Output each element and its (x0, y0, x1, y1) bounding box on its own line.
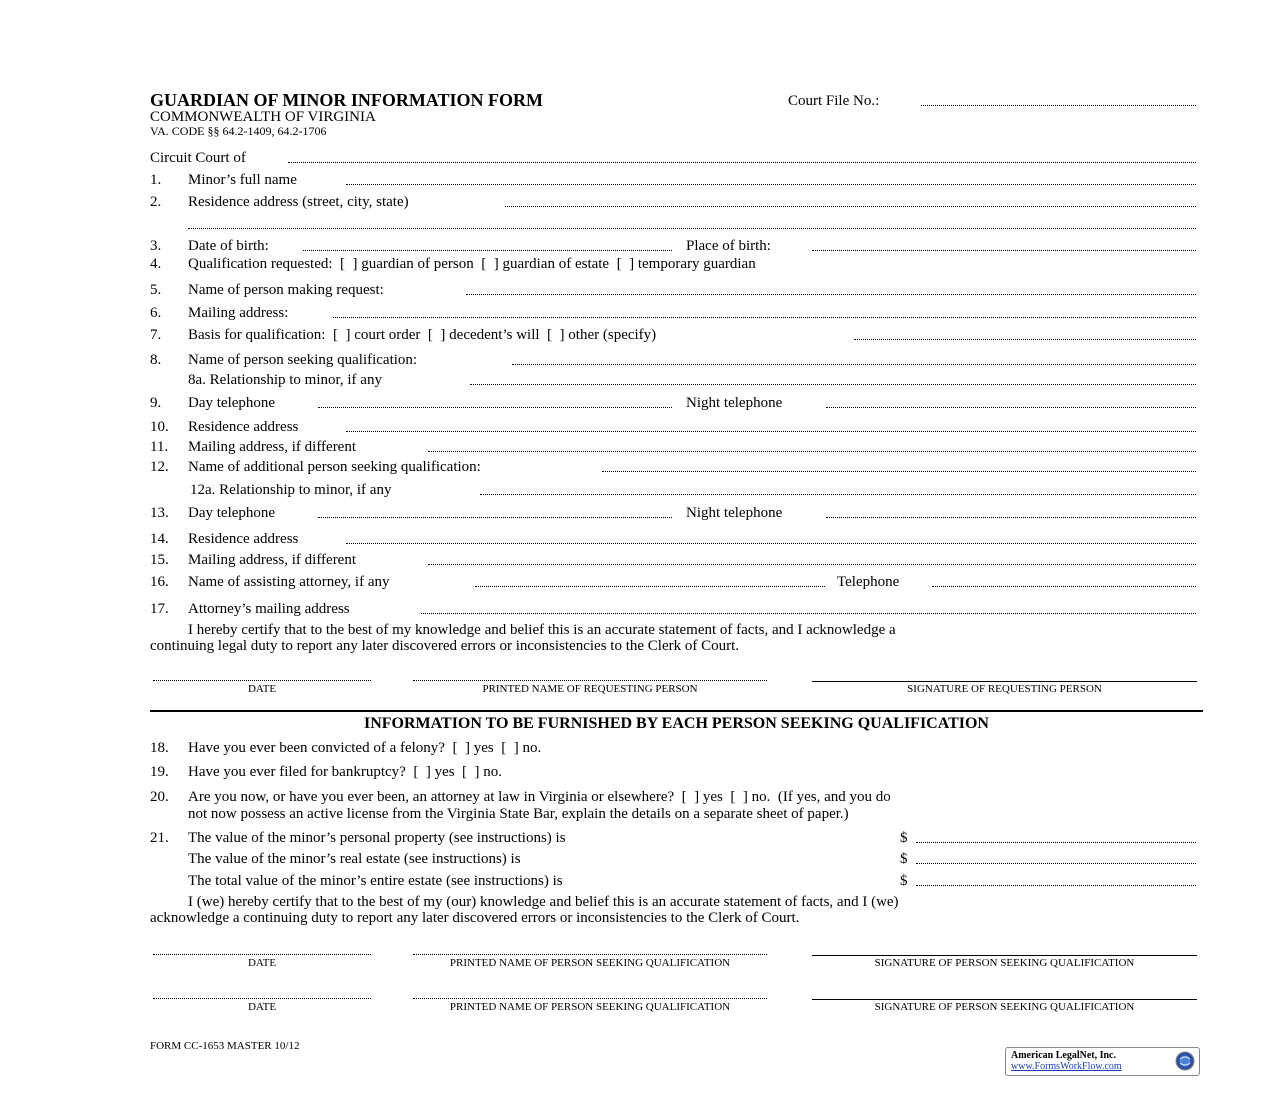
requester-name-field[interactable] (466, 294, 1196, 295)
mailing-address-field[interactable] (428, 564, 1196, 565)
section-divider (150, 710, 1203, 712)
court-file-label: Court File No.: (788, 93, 880, 109)
requester-name-label: Name of person making request: (188, 282, 384, 298)
date-field[interactable] (153, 998, 371, 999)
form-subtitle: COMMONWEALTH OF VIRGINIA (150, 109, 376, 125)
date-field[interactable] (153, 680, 371, 681)
attorney-telephone-field[interactable] (932, 586, 1196, 587)
item-number: 18. (150, 740, 169, 756)
printed-name-field[interactable] (413, 680, 767, 681)
qualification-requested[interactable]: Qualification requested: [ ] guardian of person [ ] guardian of estate [ ] temporary guardian (188, 256, 756, 272)
attorney-telephone-label: Telephone (837, 574, 900, 590)
total-estate-label: The total value of the minor’s entire estate (see instructions) is (188, 873, 563, 889)
printed-name-caption: PRINTED NAME OF PERSON SEEKING QUALIFICATION (449, 1001, 731, 1013)
relationship-field[interactable] (470, 384, 1196, 385)
item-number: 8. (150, 352, 162, 368)
felony-question[interactable]: Have you ever been convicted of a felony? [ ] yes [ ] no. (188, 740, 542, 756)
minor-name-label: Minor’s full name (188, 172, 297, 188)
date-of-birth-field[interactable] (303, 250, 672, 251)
additional-seeker-label: Name of additional person seeking qualification: (188, 459, 481, 475)
item-number: 15. (150, 552, 169, 568)
item-number: 11. (150, 439, 169, 455)
total-estate-field[interactable] (916, 885, 1196, 886)
residence-address-label: Residence address (188, 531, 299, 547)
day-telephone-field[interactable] (318, 407, 672, 408)
attorney-question[interactable]: Are you now, or have you ever been, an attorney at law in Virginia or elsewhere? [ ] yes [ ] no. (If yes, and you do (188, 789, 891, 805)
printed-name-caption: PRINTED NAME OF PERSON SEEKING QUALIFICATION (449, 957, 731, 969)
form-code: VA. CODE §§ 64.2-1409, 64.2-1706 (150, 124, 327, 138)
attorney-name-label: Name of assisting attorney, if any (188, 574, 390, 590)
mailing-address-label: Mailing address, if different (188, 552, 357, 568)
day-telephone-label: Day telephone (188, 505, 276, 521)
personal-property-field[interactable] (916, 842, 1196, 843)
minor-name-field[interactable] (346, 184, 1196, 185)
real-estate-label: The value of the minor’s real estate (see instructions) is (188, 851, 521, 867)
item-number: 14. (150, 531, 169, 547)
dollar-sign: $ (900, 851, 908, 867)
item-number: 12. (150, 459, 169, 475)
item-number: 2. (150, 194, 162, 210)
signature-line[interactable] (812, 999, 1197, 1000)
residence-address-field[interactable] (346, 431, 1196, 432)
certification-text: I (we) hereby certify that to the best of my (our) knowledge and belief this is an accurate statement of facts, and I (we) (188, 894, 899, 910)
relationship-label: 8a. Relationship to minor, if any (188, 372, 382, 388)
seeker-name-field[interactable] (512, 364, 1196, 365)
item-number: 10. (150, 419, 169, 435)
signature-line[interactable] (812, 955, 1197, 956)
bankruptcy-question[interactable]: Have you ever filed for bankruptcy? [ ] yes [ ] no. (188, 764, 503, 780)
printed-name-caption: PRINTED NAME OF REQUESTING PERSON (482, 683, 698, 695)
signature-caption: SIGNATURE OF PERSON SEEKING QUALIFICATION (874, 1001, 1135, 1013)
dollar-sign: $ (900, 873, 908, 889)
item-number: 9. (150, 395, 162, 411)
night-telephone-label: Night telephone (686, 395, 783, 411)
attorney-address-field[interactable] (421, 613, 1196, 614)
attorney-address-label: Attorney’s mailing address (188, 601, 350, 617)
item-number: 5. (150, 282, 162, 298)
night-telephone-label: Night telephone (686, 505, 783, 521)
circuit-court-label: Circuit Court of (150, 150, 246, 166)
additional-seeker-field[interactable] (602, 471, 1196, 472)
item-number: 6. (150, 305, 162, 321)
residence-address-field-2[interactable] (188, 228, 1196, 229)
section-heading: INFORMATION TO BE FURNISHED BY EACH PERSON SEEKING QUALIFICATION (364, 715, 989, 732)
residence-address-label: Residence address (street, city, state) (188, 194, 409, 210)
day-telephone-field[interactable] (318, 517, 672, 518)
item-number: 7. (150, 327, 162, 343)
item-number: 19. (150, 764, 169, 780)
brand-name: American LegalNet, Inc. (1011, 1050, 1116, 1061)
item-number: 21. (150, 830, 169, 846)
date-of-birth-label: Date of birth: (188, 238, 269, 254)
relationship-field[interactable] (480, 494, 1196, 495)
brand-url-link[interactable]: www.FormsWorkFlow.com (1011, 1061, 1122, 1072)
other-specify-field[interactable] (854, 339, 1196, 340)
printed-name-field[interactable] (413, 998, 767, 999)
day-telephone-label: Day telephone (188, 395, 276, 411)
signature-caption: SIGNATURE OF PERSON SEEKING QUALIFICATION (874, 957, 1135, 969)
item-number: 4. (150, 256, 162, 272)
item-number: 17. (150, 601, 169, 617)
item-number: 3. (150, 238, 162, 254)
personal-property-label: The value of the minor’s personal property (see instructions) is (188, 830, 566, 846)
date-field[interactable] (153, 954, 371, 955)
relationship-label: 12a. Relationship to minor, if any (190, 482, 392, 498)
residence-address-field[interactable] (505, 206, 1196, 207)
place-of-birth-field[interactable] (812, 250, 1196, 251)
attorney-name-field[interactable] (475, 586, 825, 587)
mailing-address-label: Mailing address, if different (188, 439, 357, 455)
item-number: 13. (150, 505, 169, 521)
item-number: 20. (150, 789, 169, 805)
item-number: 16. (150, 574, 169, 590)
certification-text: acknowledge a continuing duty to report any later discovered errors or inconsistencies to the Clerk of Court. (150, 910, 800, 926)
night-telephone-field[interactable] (826, 517, 1196, 518)
court-file-field[interactable] (921, 105, 1196, 106)
mailing-address-field[interactable] (428, 451, 1196, 452)
basis-for-qualification[interactable]: Basis for qualification: [ ] court order [ ] decedent’s will [ ] other (specify) (188, 327, 657, 343)
real-estate-field[interactable] (916, 863, 1196, 864)
globe-icon (1175, 1051, 1195, 1071)
residence-address-label: Residence address (188, 419, 299, 435)
mailing-address-label: Mailing address: (188, 305, 289, 321)
seeker-name-label: Name of person seeking qualification: (188, 352, 418, 368)
certification-text: I hereby certify that to the best of my knowledge and belief this is an accurate statement of facts, and I acknowledge a (188, 622, 896, 638)
brand-logo[interactable] (1005, 1047, 1200, 1076)
night-telephone-field[interactable] (826, 407, 1196, 408)
form-title: GUARDIAN OF MINOR INFORMATION FORM (150, 90, 543, 110)
date-caption: DATE (247, 1001, 277, 1013)
circuit-court-field[interactable] (288, 162, 1196, 163)
date-caption: DATE (247, 683, 277, 695)
signature-caption: SIGNATURE OF REQUESTING PERSON (907, 683, 1102, 695)
printed-name-field[interactable] (413, 954, 767, 955)
dollar-sign: $ (900, 830, 908, 846)
date-caption: DATE (247, 957, 277, 969)
certification-text: continuing legal duty to report any later discovered errors or inconsistencies to the Clerk of Court. (150, 638, 740, 654)
mailing-address-field[interactable] (333, 317, 1196, 318)
attorney-question-note: not now possess an active license from the Virginia State Bar, explain the details on a separate sheet of paper.) (188, 806, 849, 822)
residence-address-field[interactable] (346, 543, 1196, 544)
place-of-birth-label: Place of birth: (686, 238, 771, 254)
form-id: FORM CC-1653 MASTER 10/12 (150, 1040, 300, 1052)
signature-line[interactable] (812, 681, 1197, 682)
item-number: 1. (150, 172, 162, 188)
